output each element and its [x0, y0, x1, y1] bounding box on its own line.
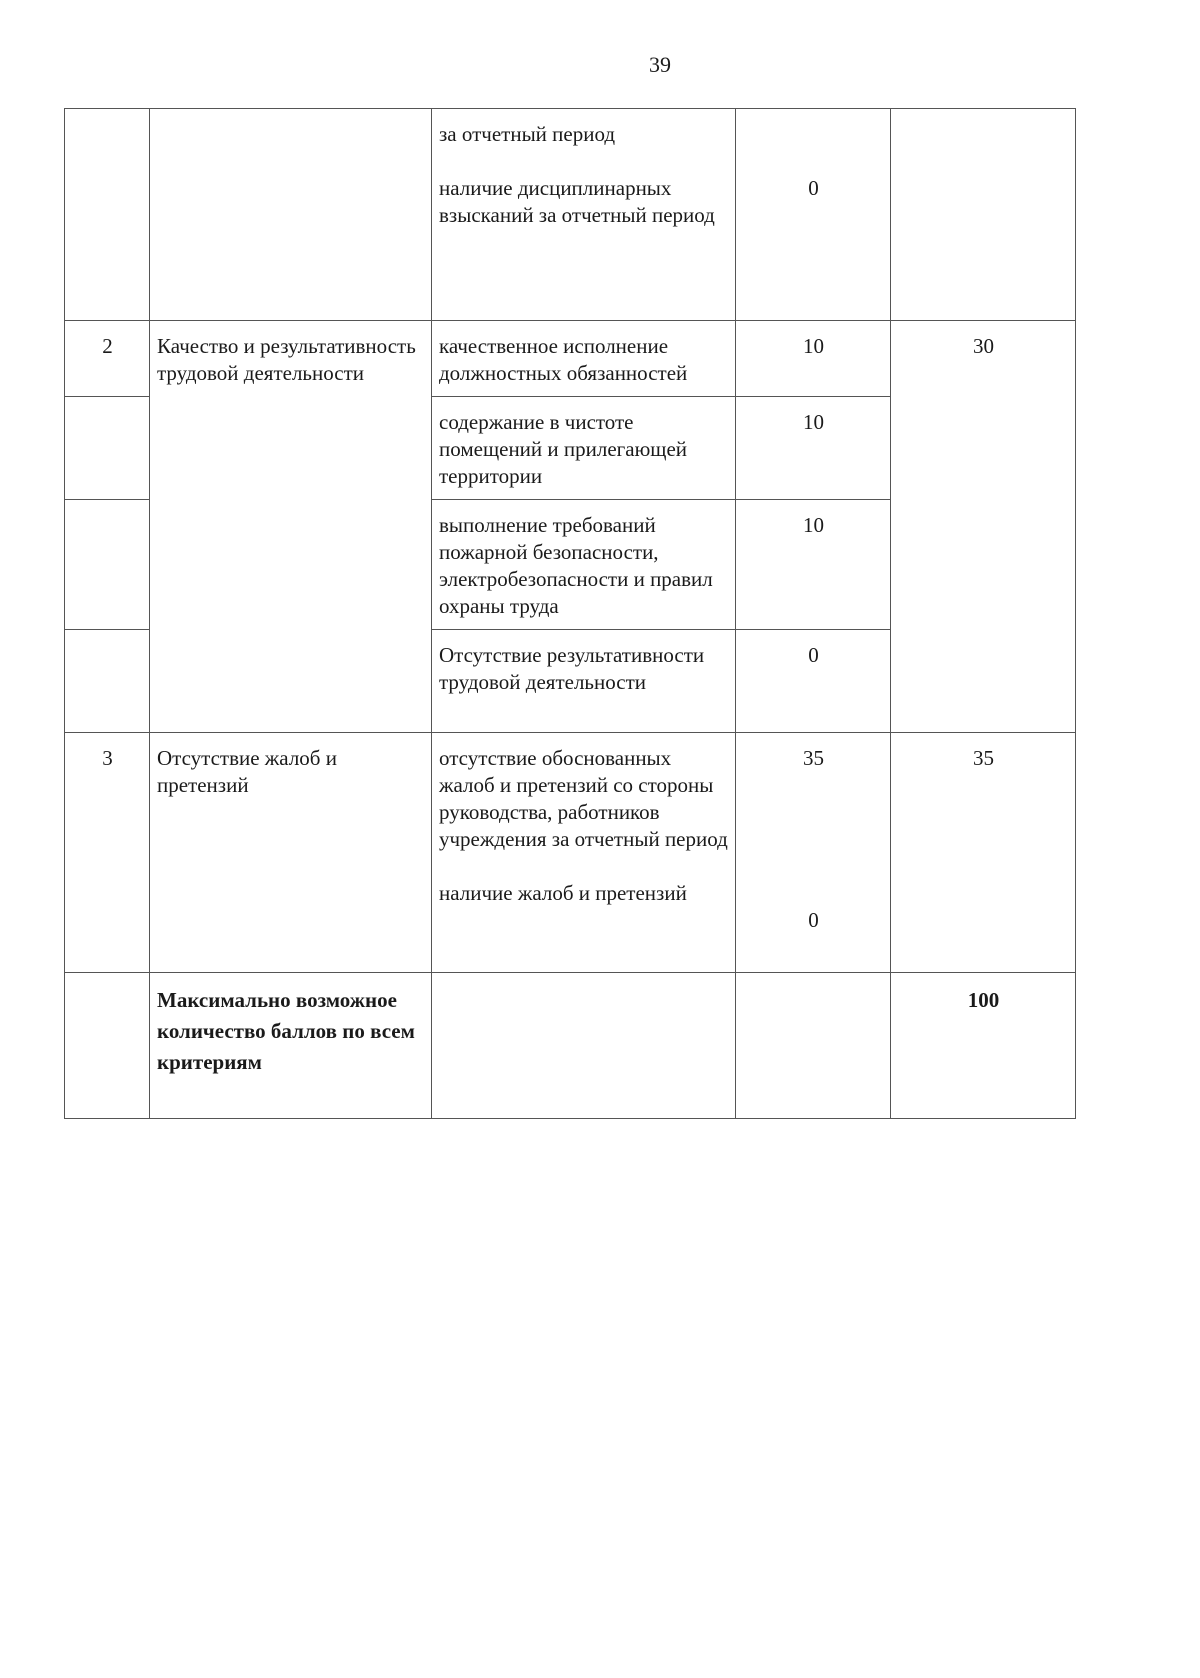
criteria-table — [64, 108, 1076, 1119]
page-number: 39 — [649, 52, 671, 77]
number-cell — [65, 973, 150, 1119]
points-cell — [736, 733, 891, 973]
indicator-text: наличие жалоб и претензий — [439, 881, 687, 905]
criterion-cell: Отсутствие жалоб и претензий — [150, 733, 432, 973]
number-cell: 3 — [65, 733, 150, 973]
points-value: 0 — [808, 908, 819, 932]
points-cell — [736, 973, 891, 1119]
table-row — [65, 733, 1076, 973]
indicator-cell: выполнение требований пожарной безопасности, электробезопасности и правил охраны труда — [432, 500, 736, 630]
indicator-cell — [432, 973, 736, 1119]
number-cell — [65, 109, 150, 321]
points-cell: 10 — [736, 321, 891, 397]
table-row — [65, 321, 1076, 397]
indicator-cell: Отсутствие результативности трудовой деятельности — [432, 630, 736, 733]
indicator-cell — [432, 733, 736, 973]
indicator-cell — [432, 109, 736, 321]
number-cell: 2 — [65, 321, 150, 397]
points-cell — [736, 109, 891, 321]
total-value: 100 — [891, 973, 1076, 1119]
table-row — [65, 109, 1076, 321]
number-cell — [65, 630, 150, 733]
number-cell — [65, 397, 150, 500]
points-value: 35 — [803, 746, 824, 770]
criterion-cell — [150, 109, 432, 321]
indicator-text: отсутствие обоснованных жалоб и претензий со стороны руководства, работников учреждения за отчетный период — [439, 746, 728, 851]
number-cell — [65, 500, 150, 630]
points-cell: 0 — [736, 630, 891, 733]
indicator-text: наличие дисциплинарных взысканий за отчетный период — [439, 176, 715, 227]
points-cell: 10 — [736, 397, 891, 500]
indicator-cell: содержание в чистоте помещений и прилегающей территории — [432, 397, 736, 500]
indicator-cell: качественное исполнение должностных обязанностей — [432, 321, 736, 397]
total-label: Максимально возможное количество баллов по всем критериям — [150, 973, 432, 1119]
max-cell — [891, 109, 1076, 321]
max-cell: 30 — [891, 321, 1076, 733]
table-row — [65, 973, 1076, 1119]
indicator-text: за отчетный период — [439, 122, 616, 146]
points-value: 0 — [808, 176, 819, 200]
max-cell: 35 — [891, 733, 1076, 973]
criterion-cell: Качество и результативность трудовой деятельности — [150, 321, 432, 733]
points-cell: 10 — [736, 500, 891, 630]
